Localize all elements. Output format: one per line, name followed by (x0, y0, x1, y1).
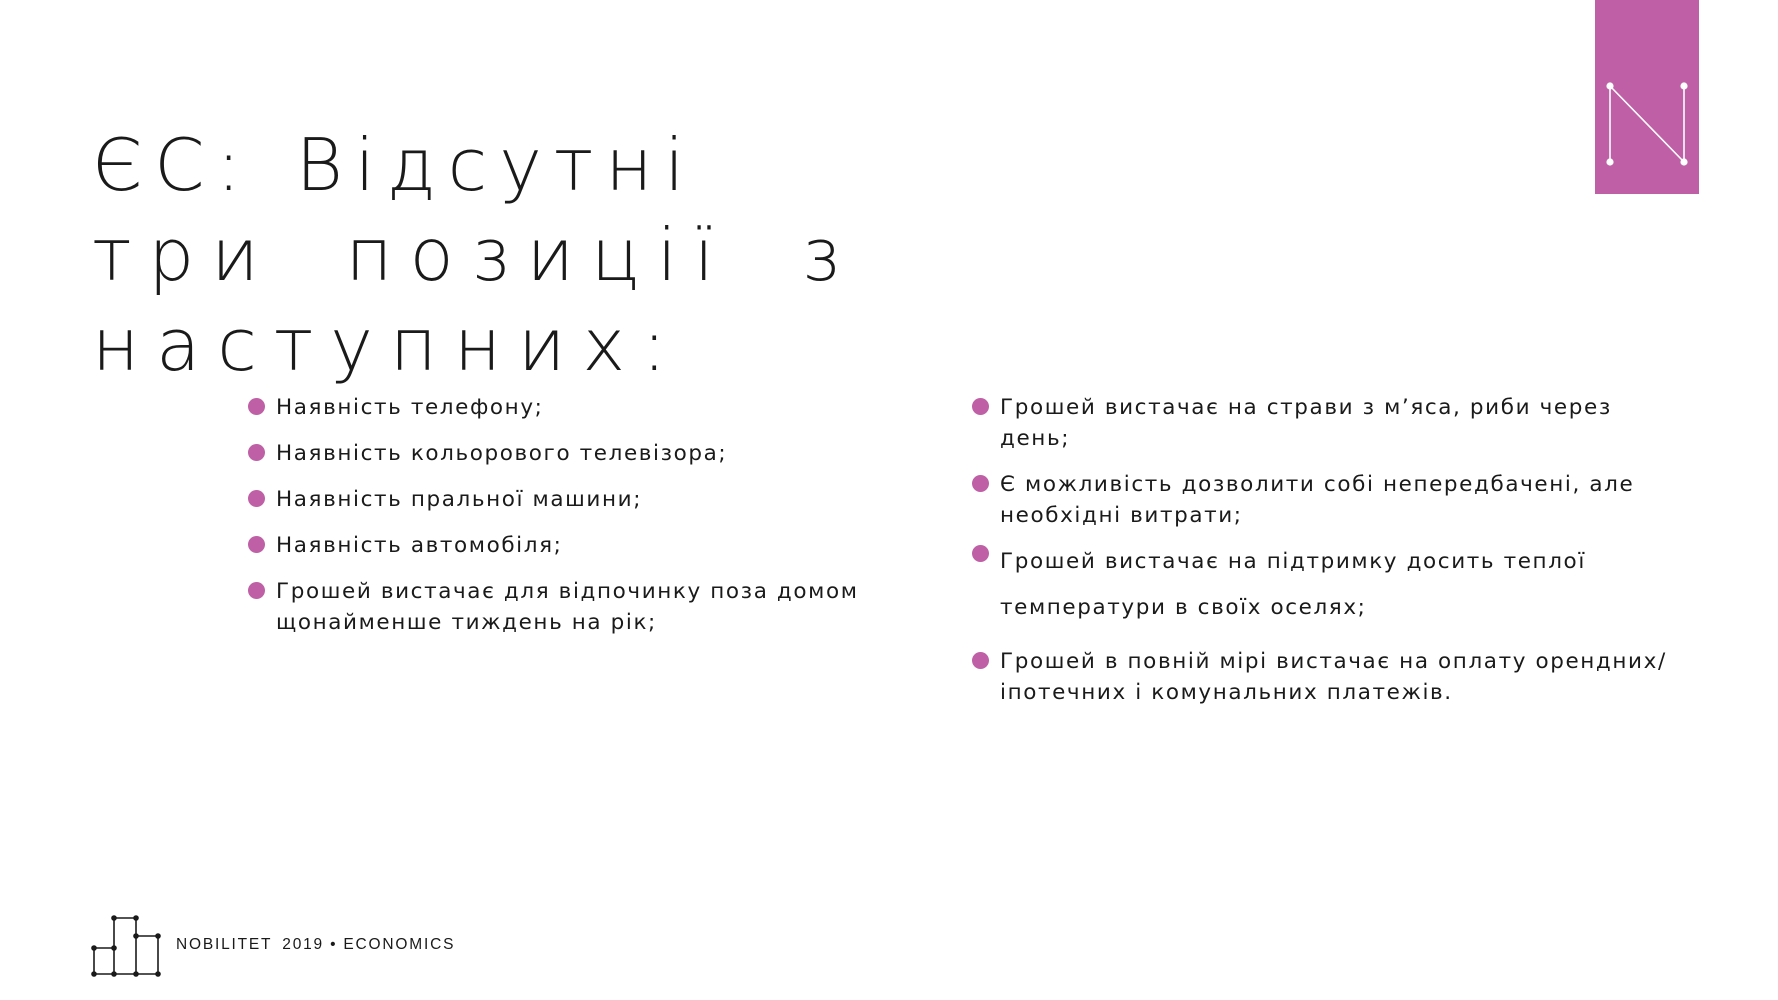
bullet-dot-icon (248, 490, 265, 507)
bullet-dot-icon (248, 536, 265, 553)
list-item (972, 539, 1640, 631)
nobilitet-n-logo-icon (1595, 0, 1699, 194)
slide-title-line-1: ЄС: Відсутні (92, 123, 697, 207)
footer-brand: NOBILITET (176, 936, 273, 953)
list-item (248, 576, 876, 638)
bullet-dot-icon (972, 398, 989, 415)
list-item (248, 392, 908, 423)
list-item (248, 530, 908, 561)
list-item-text: Грошей вистачає на страви з м’яса, риби через день; (1000, 395, 1612, 451)
list-item-text: Наявність автомобіля; (276, 533, 563, 558)
list-item-text: Наявність кольорового телевізора; (276, 441, 728, 466)
list-item-text: Грошей вистачає для відпочинку поза домом щонайменше тиждень на рік; (276, 579, 859, 635)
list-item-text: Грошей в повній мірі вистачає на оплату орендних/ іпотечних і комунальних платежів. (1000, 649, 1667, 705)
left-bullet-list (248, 392, 908, 653)
bullet-dot-icon (972, 652, 989, 669)
bullet-dot-icon (248, 582, 265, 599)
bullet-dot-icon (248, 444, 265, 461)
list-item (972, 646, 1720, 708)
footer-year-topic: 2019 • ECONOMICS (282, 936, 456, 953)
bullet-dot-icon (972, 545, 989, 562)
brand-logo-block (1595, 0, 1699, 194)
list-item-text: Наявність телефону; (276, 395, 544, 420)
list-item-text: Наявність пральної машини; (276, 487, 643, 512)
list-item (972, 392, 1650, 454)
footer-caption (176, 936, 465, 954)
slide-title (92, 120, 1492, 390)
list-item-text: Грошей вистачає на підтримку досить теплої температури в своїх оселях; (1000, 549, 1586, 620)
right-bullet-list (972, 392, 1712, 723)
bullet-dot-icon (248, 398, 265, 415)
list-item (972, 469, 1640, 531)
list-item-text: Є можливість дозволити собі непередбачені, але необхідні витрати; (1000, 472, 1635, 528)
slide-title-line-2: три позиції з наступних: (92, 213, 857, 387)
list-item (248, 484, 908, 515)
nobilitet-building-logo-icon (90, 912, 166, 982)
list-item (248, 438, 908, 469)
bullet-dot-icon (972, 475, 989, 492)
